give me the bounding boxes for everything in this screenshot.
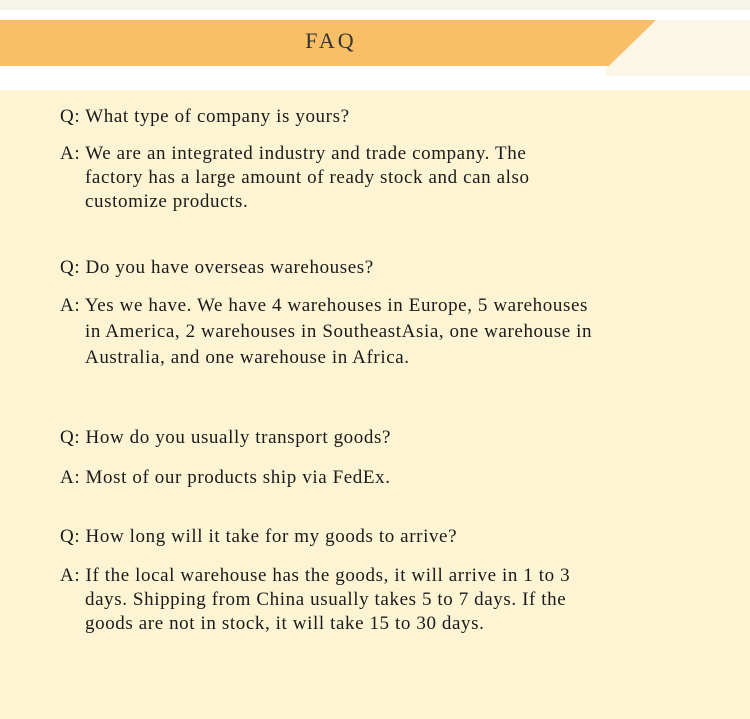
faq-answer: A: Most of our products ship via FedEx. bbox=[60, 467, 391, 488]
faq-item bbox=[60, 426, 540, 490]
faq-item bbox=[60, 525, 580, 636]
top-strip bbox=[0, 0, 750, 10]
faq-item bbox=[60, 256, 595, 371]
faq-question: Q: How do you usually transport goods? bbox=[60, 427, 391, 448]
faq-answer: A: Yes we have. We have 4 warehouses in Europe, 5 warehouses in America, 2 warehouses in SoutheastAsia, one warehouse in Australia, and one warehouse in Africa. bbox=[60, 295, 593, 368]
page-title: FAQ bbox=[305, 28, 357, 53]
faq-item bbox=[60, 105, 540, 214]
faq-answer: A: We are an integrated industry and trade company. The factory has a large amount of ready stock and can also customize products. bbox=[60, 143, 530, 212]
faq-question: Q: Do you have overseas warehouses? bbox=[60, 257, 374, 278]
faq-answer: A: If the local warehouse has the goods, it will arrive in 1 to 3 days. Shipping from China usually takes 5 to 7 days. If the goods are not in stock, it will take 15 to 30 days. bbox=[60, 565, 571, 634]
faq-question: Q: What type of company is yours? bbox=[60, 106, 350, 127]
faq-question: Q: How long will it take for my goods to arrive? bbox=[60, 526, 458, 547]
